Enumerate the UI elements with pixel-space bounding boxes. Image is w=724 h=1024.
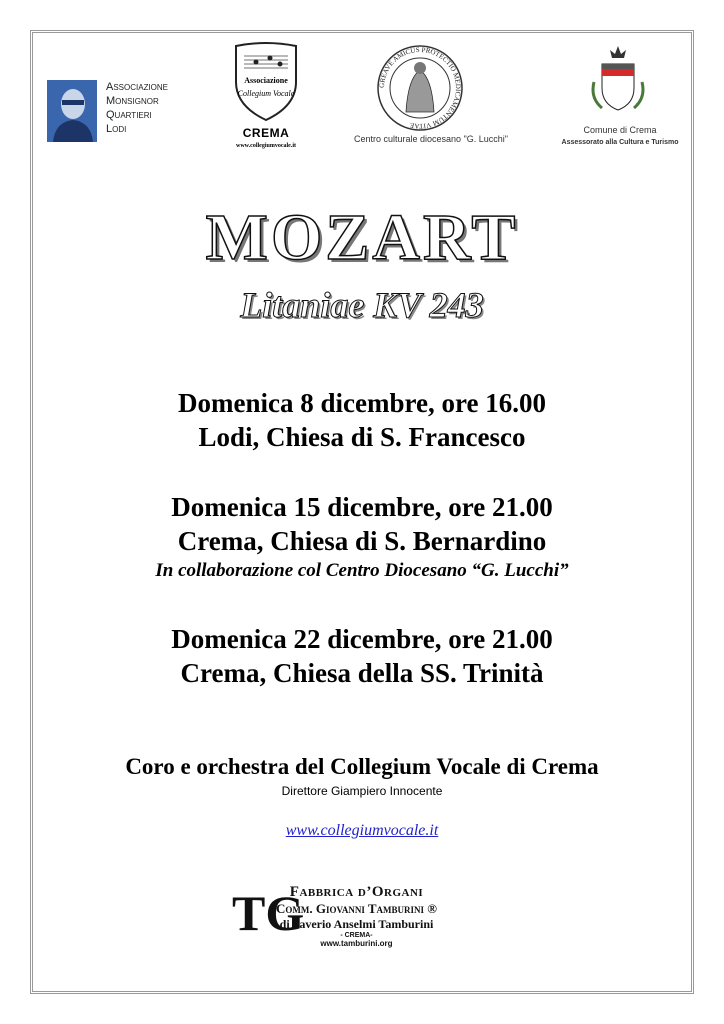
event-place: Crema, Chiesa di S. Bernardino <box>177 526 547 556</box>
page-subtitle: Litaniae KV 243 <box>240 285 484 325</box>
collegium-badge-line2: Collegium Vocale <box>237 89 295 98</box>
event-note: In collaborazione col Centro Diocesano “G. Lucchi” <box>155 560 569 581</box>
collegium-url: www.collegiumvocale.it <box>236 143 296 149</box>
collegium-city: CREMA <box>242 126 290 140</box>
sponsor-line3: di Saverio Anselmi Tamburini <box>279 917 434 931</box>
comune-name: Comune di Crema <box>583 125 657 135</box>
event-2 <box>0 490 724 558</box>
tamburini-monogram <box>230 880 305 941</box>
performers: Coro e orchestra del Collegium Vocale di Crema <box>125 754 599 779</box>
collegium-badge-line1: Associazione <box>244 76 288 85</box>
comune-department: Assessorato alla Cultura e Turismo <box>561 139 679 146</box>
event-place: Lodi, Chiesa di S. Francesco <box>198 422 526 452</box>
sponsor-line1: Fabbrica d’Organi <box>289 884 424 900</box>
lucchi-caption: Centro culturale diocesano "G. Lucchi" <box>354 134 508 144</box>
event-place: Crema, Chiesa della SS. Trinità <box>180 658 544 688</box>
crema-coat-of-arms <box>588 42 648 118</box>
portrait-logo <box>47 80 97 142</box>
seal-text: GREAVE AMICUS PROTECTIO MEDICAMENTUM VITAE <box>377 45 463 131</box>
sponsor-line4: - CREMA- <box>340 932 373 939</box>
website-link[interactable]: www.collegiumvocale.it <box>285 822 439 839</box>
monogram-text: TG <box>232 885 305 941</box>
assoc-quartieri-text: Associazione Monsignor Quartieri Lodi <box>106 81 169 135</box>
director: Direttore Giampiero Innocente <box>281 784 443 798</box>
event-date: Domenica 22 dicembre, ore 21.00 <box>171 624 553 654</box>
event-date: Domenica 8 dicembre, ore 16.00 <box>178 388 546 418</box>
lucchi-seal-logo <box>372 42 468 138</box>
sponsor-line2: Comm. Giovanni Tamburini ® <box>276 901 437 916</box>
tamburini-block <box>276 884 437 948</box>
event-3 <box>0 622 724 690</box>
sponsor-line5: www.tamburini.org <box>320 939 393 948</box>
event-date: Domenica 15 dicembre, ore 21.00 <box>171 492 553 522</box>
event-1 <box>0 386 724 454</box>
page-title: MOZART <box>205 201 519 274</box>
